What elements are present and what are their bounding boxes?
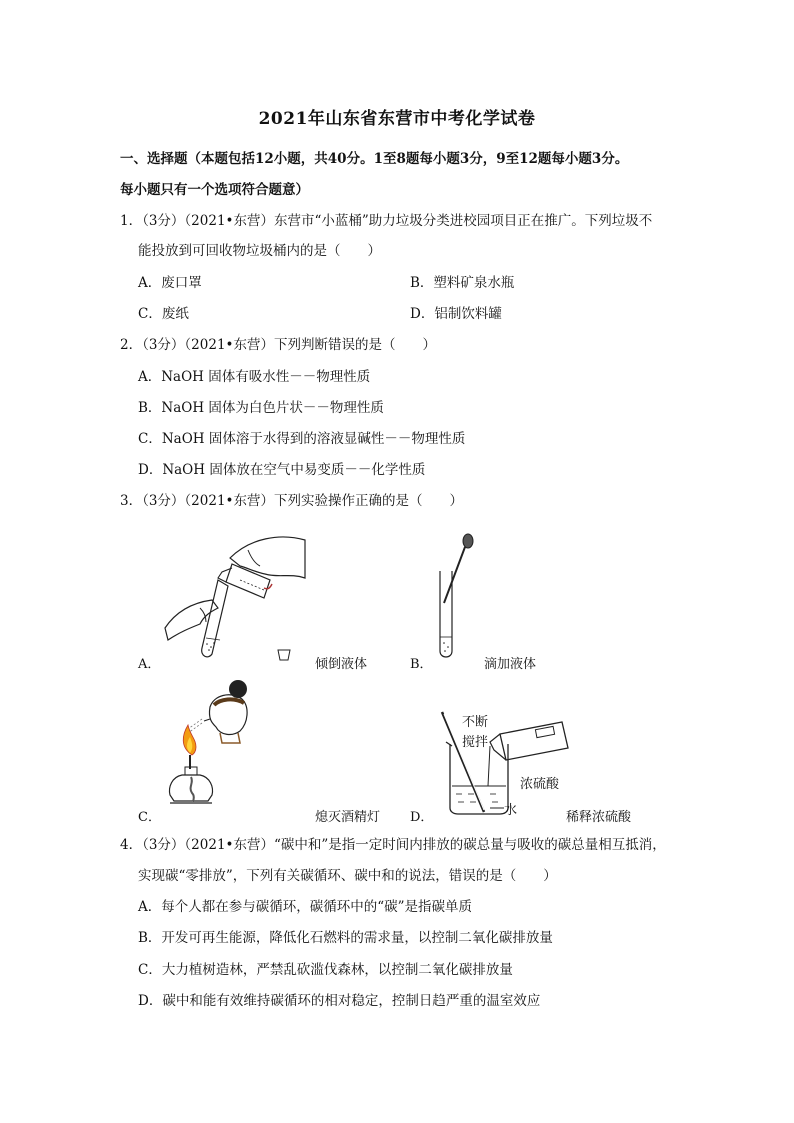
- q4-option-d: D．碳中和能有效维持碳循环的相对稳定，控制日趋严重的温室效应: [138, 993, 541, 1009]
- section-heading-line1: 一、选择题（本题包括12小题，共40分。1至8题每小题3分，9至12题每小题3分。: [120, 151, 629, 167]
- q4-option-b: B．开发可再生能源，降低化石燃料的需求量，以控制二氧化碳排放量: [138, 930, 553, 946]
- q1-option-b: B．塑料矿泉水瓶: [410, 275, 515, 291]
- q3-option-b-caption: 滴加液体: [484, 657, 537, 672]
- q4-option-c: C．大力植树造林，严禁乱砍滥伐森林，以控制二氧化碳排放量: [138, 962, 513, 978]
- q1-option-c: C．废纸: [138, 306, 189, 322]
- alcohol-lamp-figure: [170, 677, 260, 817]
- q2-option-c: C．NaOH 固体溶于水得到的溶液显碱性－－物理性质: [138, 431, 466, 447]
- pouring-liquid-figure: [160, 528, 310, 668]
- section-heading-line2: 每小题只有一个选项符合题意）: [120, 182, 309, 198]
- q3-stem: 3．（3分）（2021•东营）下列实验操作正确的是（ ）: [120, 493, 463, 509]
- q3-option-c-label: C．: [138, 810, 161, 825]
- acid-label: 浓硫酸: [520, 777, 560, 792]
- stir-label-2: 搅拌: [462, 735, 489, 750]
- exam-title: 2021年山东省东营市中考化学试卷: [258, 109, 536, 129]
- q1-option-d: D．铝制饮料罐: [410, 306, 502, 322]
- q3-option-a-caption: 倾倒液体: [315, 657, 368, 672]
- q4-stem-line2: 实现碳“零排放”，下列有关碳循环、碳中和的说法，错误的是（ ）: [138, 868, 557, 884]
- q3-option-a-label: A．: [138, 657, 161, 672]
- q3-option-b-label: B．: [410, 657, 433, 672]
- q3-option-c-caption: 熄灭酒精灯: [315, 810, 381, 825]
- q1-stem-line2: 能投放到可回收物垃圾桶内的是（ ）: [138, 243, 381, 259]
- q2-option-b: B．NaOH 固体为白色片状－－物理性质: [138, 400, 384, 416]
- q2-option-d: D．NaOH 固体放在空气中易变质－－化学性质: [138, 462, 426, 478]
- dropper-figure: [430, 533, 490, 663]
- q1-stem-line1: 1．（3分）（2021•东营）东营市“小蓝桶”助力垃圾分类进校园项目正在推广。下列垃圾不: [120, 213, 653, 229]
- q2-stem: 2．（3分）（2021•东营）下列判断错误的是（ ）: [120, 337, 436, 353]
- q1-option-a: A．废口罩: [138, 275, 202, 291]
- q3-option-d-caption: 稀释浓硫酸: [566, 810, 632, 825]
- q4-option-a: A．每个人都在参与碳循环，碳循环中的“碳”是指碳单质: [138, 899, 473, 915]
- stir-label-1: 不断: [462, 715, 489, 730]
- q2-option-a: A．NaOH 固体有吸水性－－物理性质: [138, 369, 371, 385]
- q3-option-d-label: D．: [410, 810, 434, 825]
- q4-stem-line1: 4．（3分）（2021•东营）“碳中和”是指一定时间内排放的碳总量与吸收的碳总量相互抵消，: [120, 837, 666, 853]
- water-label: 水: [504, 803, 518, 818]
